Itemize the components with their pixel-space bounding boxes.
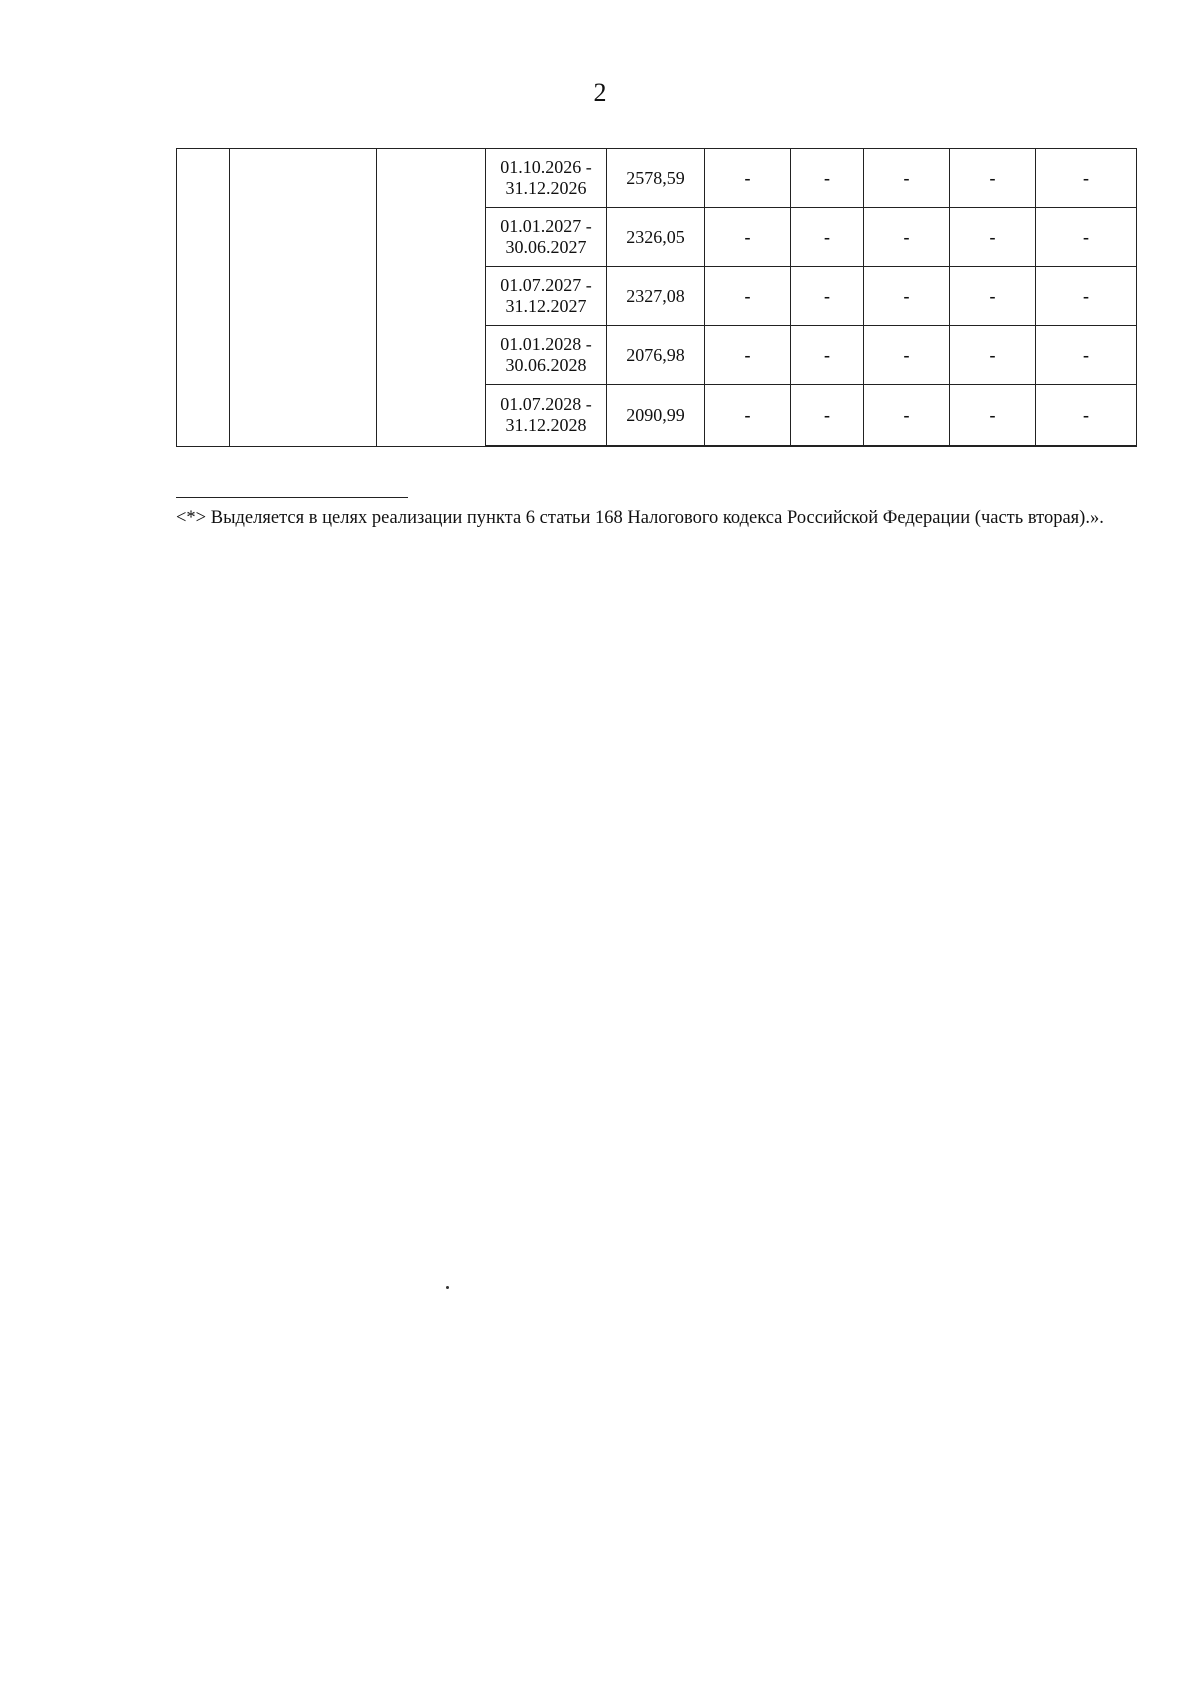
dash-cell: - <box>791 149 864 208</box>
dash-cell: - <box>705 326 791 385</box>
period-start: 01.07.2028 - <box>500 394 592 414</box>
period-end: 31.12.2028 <box>505 415 587 435</box>
merged-empty-cell <box>230 149 377 447</box>
dash-cell: - <box>1036 149 1137 208</box>
value-cell: 2578,59 <box>607 149 705 208</box>
dash-cell: - <box>864 149 950 208</box>
dash-cell: - <box>864 385 950 447</box>
value-cell: 2327,08 <box>607 267 705 326</box>
period-start: 01.10.2026 - <box>500 157 592 177</box>
dash-cell: - <box>791 385 864 447</box>
dash-cell: - <box>864 326 950 385</box>
period-start: 01.07.2027 - <box>500 275 592 295</box>
dash-cell: - <box>791 208 864 267</box>
period-end: 30.06.2027 <box>505 237 587 257</box>
dash-cell: - <box>791 267 864 326</box>
dash-cell: - <box>705 149 791 208</box>
dash-cell: - <box>950 149 1036 208</box>
period-cell <box>486 149 607 208</box>
period-cell <box>486 208 607 267</box>
period-start: 01.01.2027 - <box>500 216 592 236</box>
dash-cell: - <box>791 326 864 385</box>
dash-cell: - <box>705 385 791 447</box>
value-cell: 2076,98 <box>607 326 705 385</box>
merged-empty-cell <box>177 149 230 447</box>
value-cell: 2090,99 <box>607 385 705 447</box>
dash-cell: - <box>950 267 1036 326</box>
dash-cell: - <box>1036 326 1137 385</box>
period-cell <box>486 385 607 447</box>
period-start: 01.01.2028 - <box>500 334 592 354</box>
dash-cell: - <box>705 208 791 267</box>
table-row <box>177 149 1137 208</box>
dash-cell: - <box>1036 267 1137 326</box>
dash-cell: - <box>1036 208 1137 267</box>
dash-cell: - <box>950 326 1036 385</box>
dash-cell: - <box>705 267 791 326</box>
dash-cell: - <box>864 208 950 267</box>
period-end: 31.12.2026 <box>505 178 587 198</box>
dash-cell: - <box>1036 385 1137 447</box>
footnote-text: <*> Выделяется в целях реализации пункта 6 статьи 168 Налогового кодекса Российской Федерации (часть вторая).». <box>176 508 1104 528</box>
period-cell <box>486 267 607 326</box>
period-cell <box>486 326 607 385</box>
dash-cell: - <box>864 267 950 326</box>
period-end: 31.12.2027 <box>505 296 587 316</box>
period-end: 30.06.2028 <box>505 355 587 375</box>
value-cell: 2326,05 <box>607 208 705 267</box>
dash-cell: - <box>950 385 1036 447</box>
tariff-table <box>176 148 1137 447</box>
footnote-separator <box>176 497 408 498</box>
dash-cell: - <box>950 208 1036 267</box>
scan-speck <box>446 1286 449 1289</box>
merged-empty-cell <box>377 149 486 447</box>
page-number: 2 <box>593 78 607 107</box>
